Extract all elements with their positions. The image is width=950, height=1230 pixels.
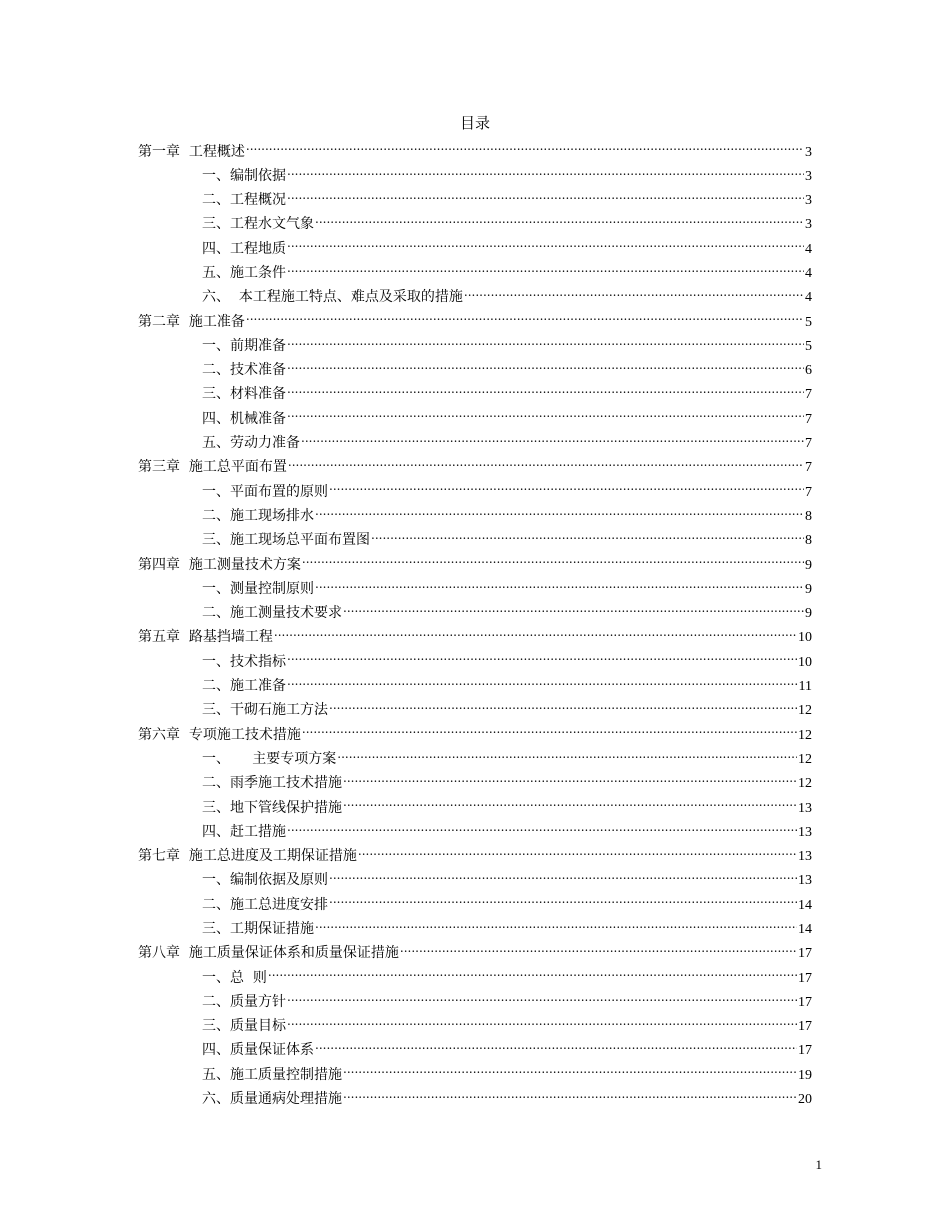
toc-entry-label: 二、质量方针 xyxy=(202,993,286,1010)
toc-dot-leader xyxy=(246,312,804,326)
toc-dot-leader xyxy=(288,457,804,471)
toc-entry-label: 五、劳动力准备 xyxy=(202,435,300,452)
toc-entry-label: 一、测量控制原则 xyxy=(202,580,314,597)
toc-entry-page-number: 5 xyxy=(805,338,812,354)
toc-section-entry[interactable] xyxy=(138,188,812,212)
toc-section-entry[interactable] xyxy=(138,504,812,528)
toc-dot-leader xyxy=(301,433,804,447)
toc-entry-page-number: 14 xyxy=(798,897,812,913)
toc-dot-leader xyxy=(337,749,797,763)
toc-dot-leader xyxy=(371,530,804,544)
toc-entry-label: 第五章 路基挡墙工程 xyxy=(138,629,273,646)
toc-dot-leader xyxy=(287,1016,797,1030)
toc-section-entry[interactable] xyxy=(138,650,812,674)
toc-entry-label: 二、技术准备 xyxy=(202,362,286,379)
toc-entry-page-number: 17 xyxy=(798,1019,812,1035)
toc-entry-page-number: 10 xyxy=(798,630,812,646)
toc-entry-page-number: 9 xyxy=(805,581,812,597)
toc-section-entry[interactable] xyxy=(138,1038,812,1062)
toc-dot-leader xyxy=(302,725,797,739)
toc-entry-page-number: 12 xyxy=(798,751,812,767)
toc-entry-page-number: 7 xyxy=(805,387,812,403)
toc-chapter-entry[interactable] xyxy=(138,723,812,747)
toc-entry-page-number: 7 xyxy=(805,484,812,500)
toc-entry-label: 二、施工准备 xyxy=(202,678,286,695)
toc-dot-leader xyxy=(343,603,804,617)
toc-dot-leader xyxy=(315,919,797,933)
toc-dot-leader xyxy=(287,652,797,666)
toc-section-entry[interactable] xyxy=(138,1087,812,1111)
toc-entry-page-number: 10 xyxy=(798,654,812,670)
toc-entry-label: 第三章 施工总平面布置 xyxy=(138,459,287,476)
toc-entry-page-number: 7 xyxy=(805,436,812,452)
toc-entry-page-number: 13 xyxy=(798,873,812,889)
toc-entry-page-number: 4 xyxy=(805,290,812,306)
toc-section-entry[interactable] xyxy=(138,358,812,382)
toc-section-entry[interactable] xyxy=(138,990,812,1014)
toc-entry-label: 第六章 专项施工技术措施 xyxy=(138,726,301,743)
toc-entry-page-number: 7 xyxy=(805,411,812,427)
toc-entry-label: 一、平面布置的原则 xyxy=(202,483,328,500)
toc-dot-leader xyxy=(287,676,798,690)
toc-dot-leader xyxy=(400,943,797,957)
toc-dot-leader xyxy=(343,1089,797,1103)
toc-section-entry[interactable] xyxy=(138,771,812,795)
toc-entry-page-number: 3 xyxy=(805,168,812,184)
toc-dot-leader xyxy=(287,336,804,350)
toc-section-entry[interactable] xyxy=(138,601,812,625)
toc-section-entry[interactable] xyxy=(138,796,812,820)
toc-entry-page-number: 3 xyxy=(805,193,812,209)
toc-entry-page-number: 19 xyxy=(798,1067,812,1083)
toc-dot-leader xyxy=(343,773,797,787)
toc-section-entry[interactable] xyxy=(138,966,812,990)
toc-entry-page-number: 5 xyxy=(805,314,812,330)
toc-entry-page-number: 13 xyxy=(798,849,812,865)
toc-chapter-entry[interactable] xyxy=(138,941,812,965)
toc-entry-page-number: 13 xyxy=(798,800,812,816)
toc-entry-label: 第二章 施工准备 xyxy=(138,313,245,330)
toc-entry-label: 三、工程水文气象 xyxy=(202,216,314,233)
toc-dot-leader xyxy=(329,870,797,884)
toc-dot-leader xyxy=(287,822,797,836)
toc-dot-leader xyxy=(343,1065,797,1079)
toc-chapter-entry[interactable] xyxy=(138,310,812,334)
toc-section-entry[interactable] xyxy=(138,1014,812,1038)
toc-chapter-entry[interactable] xyxy=(138,625,812,649)
toc-dot-leader xyxy=(464,287,804,301)
toc-section-entry[interactable] xyxy=(138,164,812,188)
toc-section-entry[interactable] xyxy=(138,431,812,455)
toc-entry-label: 第八章 施工质量保证体系和质量保证措施 xyxy=(138,945,399,962)
toc-entry-label: 二、施工总进度安排 xyxy=(202,896,328,913)
toc-entry-label: 四、赶工措施 xyxy=(202,823,286,840)
toc-section-entry[interactable] xyxy=(138,334,812,358)
toc-entry-label: 六、质量通病处理措施 xyxy=(202,1091,342,1108)
toc-dot-leader xyxy=(329,700,797,714)
toc-entry-label: 一、 主要专项方案 xyxy=(202,750,337,767)
toc-entry-page-number: 17 xyxy=(798,994,812,1010)
toc-entry-page-number: 20 xyxy=(798,1092,812,1108)
table-of-contents xyxy=(138,140,812,1112)
toc-entry-page-number: 14 xyxy=(798,922,812,937)
toc-entry-label: 第一章 工程概述 xyxy=(138,143,245,160)
toc-entry-label: 三、工期保证措施 xyxy=(202,921,314,937)
toc-entry-label: 三、地下管线保护措施 xyxy=(202,799,342,816)
toc-section-entry[interactable] xyxy=(138,261,812,285)
toc-section-entry[interactable] xyxy=(138,868,812,892)
toc-entry-page-number: 13 xyxy=(798,824,812,840)
toc-section-entry[interactable] xyxy=(138,285,812,309)
toc-section-entry[interactable] xyxy=(138,212,812,236)
toc-entry-page-number: 4 xyxy=(805,265,812,281)
toc-entry-page-number: 8 xyxy=(805,508,812,524)
toc-entry-label: 四、工程地质 xyxy=(202,240,286,257)
toc-chapter-entry[interactable] xyxy=(138,140,812,164)
toc-dot-leader xyxy=(274,627,797,641)
toc-entry-page-number: 9 xyxy=(805,606,812,622)
toc-entry-page-number: 8 xyxy=(805,533,812,549)
toc-dot-leader xyxy=(329,482,804,496)
toc-entry-page-number: 17 xyxy=(798,946,812,962)
toc-section-entry[interactable] xyxy=(138,747,812,771)
toc-entry-page-number: 3 xyxy=(805,217,812,233)
toc-entry-label: 五、施工条件 xyxy=(202,264,286,281)
toc-dot-leader xyxy=(302,555,804,569)
toc-entry-label: 二、施工测量技术要求 xyxy=(202,605,342,622)
toc-entry-label: 二、雨季施工技术措施 xyxy=(202,775,342,792)
toc-dot-leader xyxy=(246,142,804,156)
toc-entry-page-number: 12 xyxy=(798,776,812,792)
toc-entry-label: 四、质量保证体系 xyxy=(202,1042,314,1059)
toc-chapter-entry[interactable] xyxy=(138,844,812,868)
toc-dot-leader xyxy=(287,190,804,204)
toc-entry-page-number: 6 xyxy=(805,363,812,379)
toc-section-entry[interactable] xyxy=(138,407,812,431)
toc-entry-label: 三、质量目标 xyxy=(202,1018,286,1035)
toc-dot-leader xyxy=(315,579,804,593)
toc-entry-label: 一、编制依据 xyxy=(202,167,286,184)
toc-dot-leader xyxy=(287,360,804,374)
toc-entry-label: 一、总 则 xyxy=(202,969,267,986)
toc-dot-leader xyxy=(358,846,797,860)
toc-section-entry[interactable] xyxy=(138,674,812,698)
toc-entry-page-number: 17 xyxy=(798,970,812,986)
toc-dot-leader xyxy=(287,263,804,277)
toc-section-entry[interactable] xyxy=(138,237,812,261)
toc-entry-page-number: 12 xyxy=(798,703,812,719)
toc-entry-label: 二、工程概况 xyxy=(202,192,286,209)
toc-dot-leader xyxy=(287,239,804,253)
toc-entry-label: 二、施工现场排水 xyxy=(202,507,314,524)
toc-entry-label: 一、编制依据及原则 xyxy=(202,872,328,889)
toc-section-entry[interactable] xyxy=(138,917,812,941)
toc-section-entry[interactable] xyxy=(138,698,812,722)
toc-entry-label: 三、材料准备 xyxy=(202,386,286,403)
toc-entry-label: 三、干砌石施工方法 xyxy=(202,702,328,719)
toc-entry-page-number: 9 xyxy=(805,557,812,573)
toc-entry-page-number: 3 xyxy=(805,144,812,160)
toc-entry-page-number: 17 xyxy=(798,1043,812,1059)
toc-entry-page-number: 4 xyxy=(805,241,812,257)
toc-entry-page-number: 7 xyxy=(805,460,812,476)
toc-section-entry[interactable] xyxy=(138,480,812,504)
toc-section-entry[interactable] xyxy=(138,1063,812,1087)
toc-dot-leader xyxy=(315,1040,797,1054)
toc-section-entry[interactable] xyxy=(138,577,812,601)
toc-dot-leader xyxy=(287,409,804,423)
toc-entry-label: 第四章 施工测量技术方案 xyxy=(138,556,301,573)
toc-section-entry[interactable] xyxy=(138,382,812,406)
toc-entry-label: 一、技术指标 xyxy=(202,653,286,670)
toc-dot-leader xyxy=(315,506,804,520)
toc-entry-page-number: 12 xyxy=(798,727,812,743)
toc-entry-label: 一、前期准备 xyxy=(202,337,286,354)
toc-dot-leader xyxy=(287,384,804,398)
toc-chapter-entry[interactable] xyxy=(138,455,812,479)
toc-entry-label: 第七章 施工总进度及工期保证措施 xyxy=(138,848,357,865)
toc-dot-leader xyxy=(315,214,804,228)
toc-dot-leader xyxy=(343,798,797,812)
toc-chapter-entry[interactable] xyxy=(138,553,812,577)
toc-dot-leader xyxy=(268,968,797,982)
toc-dot-leader xyxy=(287,166,804,180)
toc-section-entry[interactable] xyxy=(138,820,812,844)
toc-section-entry[interactable] xyxy=(138,893,812,917)
toc-section-entry[interactable] xyxy=(138,528,812,552)
toc-title: 目录 xyxy=(459,114,490,132)
toc-dot-leader xyxy=(329,895,797,909)
toc-entry-label: 六、 本工程施工特点、难点及采取的措施 xyxy=(202,289,463,306)
toc-entry-page-number: 11 xyxy=(798,679,812,695)
page-number: 1 xyxy=(815,1157,822,1172)
toc-entry-label: 四、机械准备 xyxy=(202,410,286,427)
toc-dot-leader xyxy=(287,992,797,1006)
toc-entry-label: 三、施工现场总平面布置图 xyxy=(202,532,370,549)
toc-entry-label: 五、施工质量控制措施 xyxy=(202,1066,342,1083)
